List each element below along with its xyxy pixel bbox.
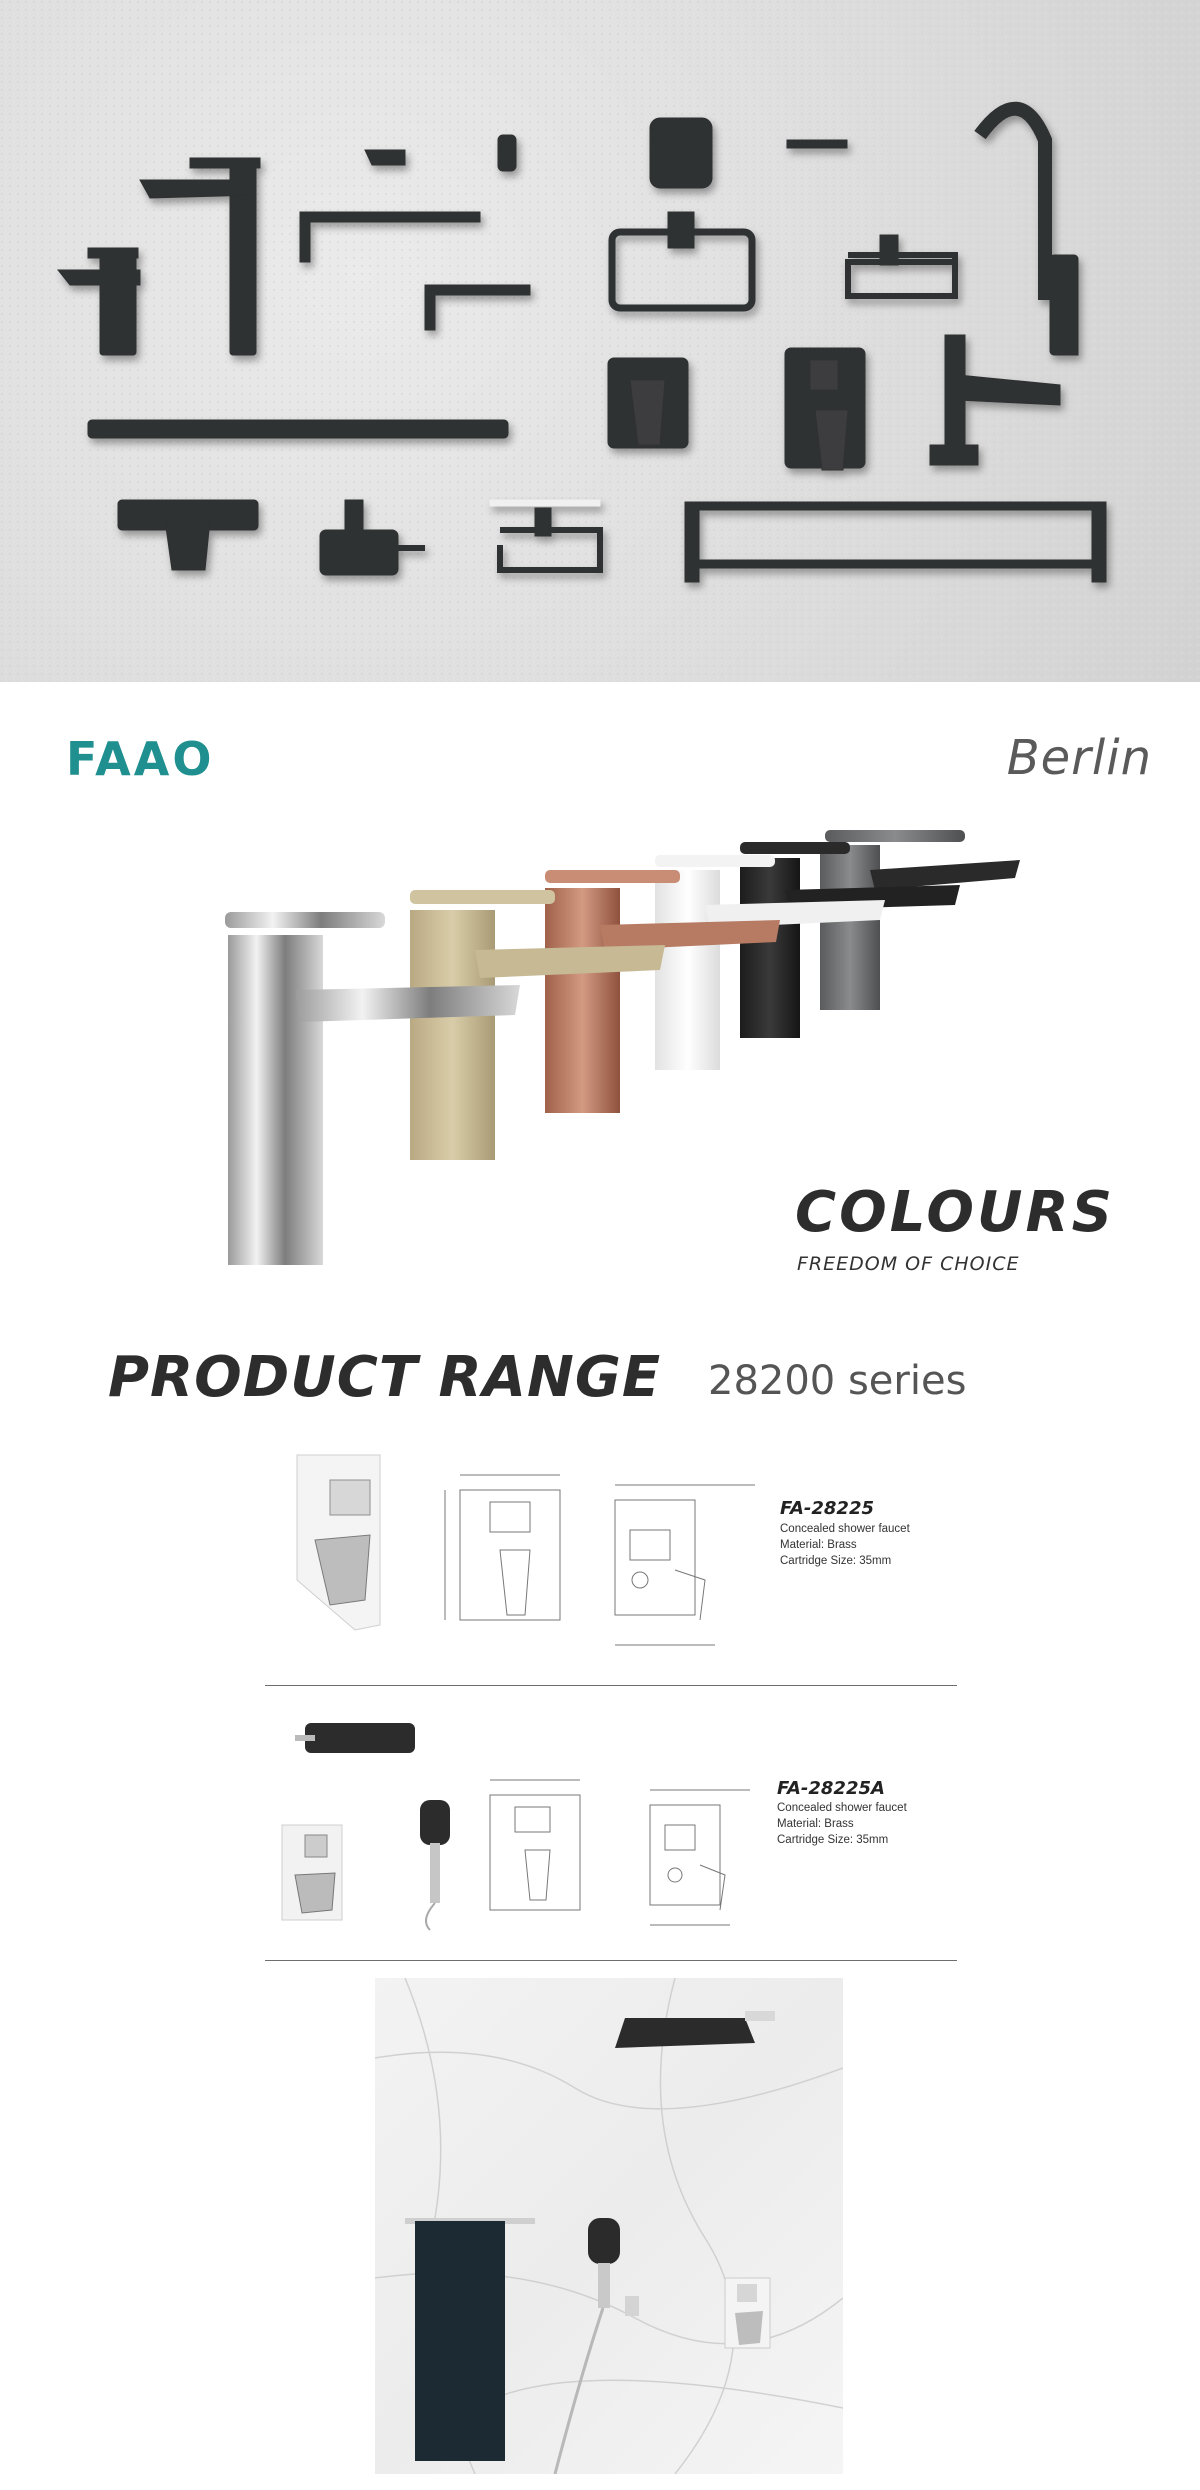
fa-28225a-side-drawing [650, 1790, 750, 1925]
hero-accessories-photo [0, 0, 1200, 682]
fa-28225a-description: Concealed shower faucet [777, 1802, 907, 1814]
fa-28225-side-drawing [615, 1485, 755, 1645]
fa-28225-cartridge: Cartridge Size: 35mm [780, 1555, 892, 1567]
fa-28225-model: FA-28225 [780, 1498, 874, 1519]
marble-wall-scene [375, 1978, 843, 2474]
fa-28225a-photo [282, 1723, 450, 1930]
brand-logo: FAAO [66, 732, 215, 786]
colours-subheading: FREEDOM OF CHOICE [797, 1253, 1020, 1275]
product-range-heading: PRODUCT RANGE [108, 1345, 662, 1410]
bathroom-installation-photo [375, 1978, 843, 2474]
fa-28225a-front-drawing [490, 1780, 580, 1910]
colours-heading: COLOURS [795, 1180, 1115, 1245]
black-accessories-illustration [0, 0, 1200, 682]
fa-28225a-drawings [280, 1715, 800, 1940]
series-label: 28200 series [708, 1358, 967, 1404]
collection-name: Berlin [1006, 730, 1152, 786]
fa-28225a-material: Material: Brass [777, 1818, 854, 1830]
divider [265, 1685, 957, 1686]
fa-28225a-model: FA-28225A [777, 1778, 885, 1799]
fa-28225-material: Material: Brass [780, 1539, 857, 1551]
fa-28225-photo [297, 1455, 380, 1630]
fa-28225a-cartridge: Cartridge Size: 35mm [777, 1834, 889, 1846]
fa-28225-front-drawing [445, 1475, 560, 1620]
fa-28225-description: Concealed shower faucet [780, 1523, 910, 1535]
divider [265, 1960, 957, 1961]
